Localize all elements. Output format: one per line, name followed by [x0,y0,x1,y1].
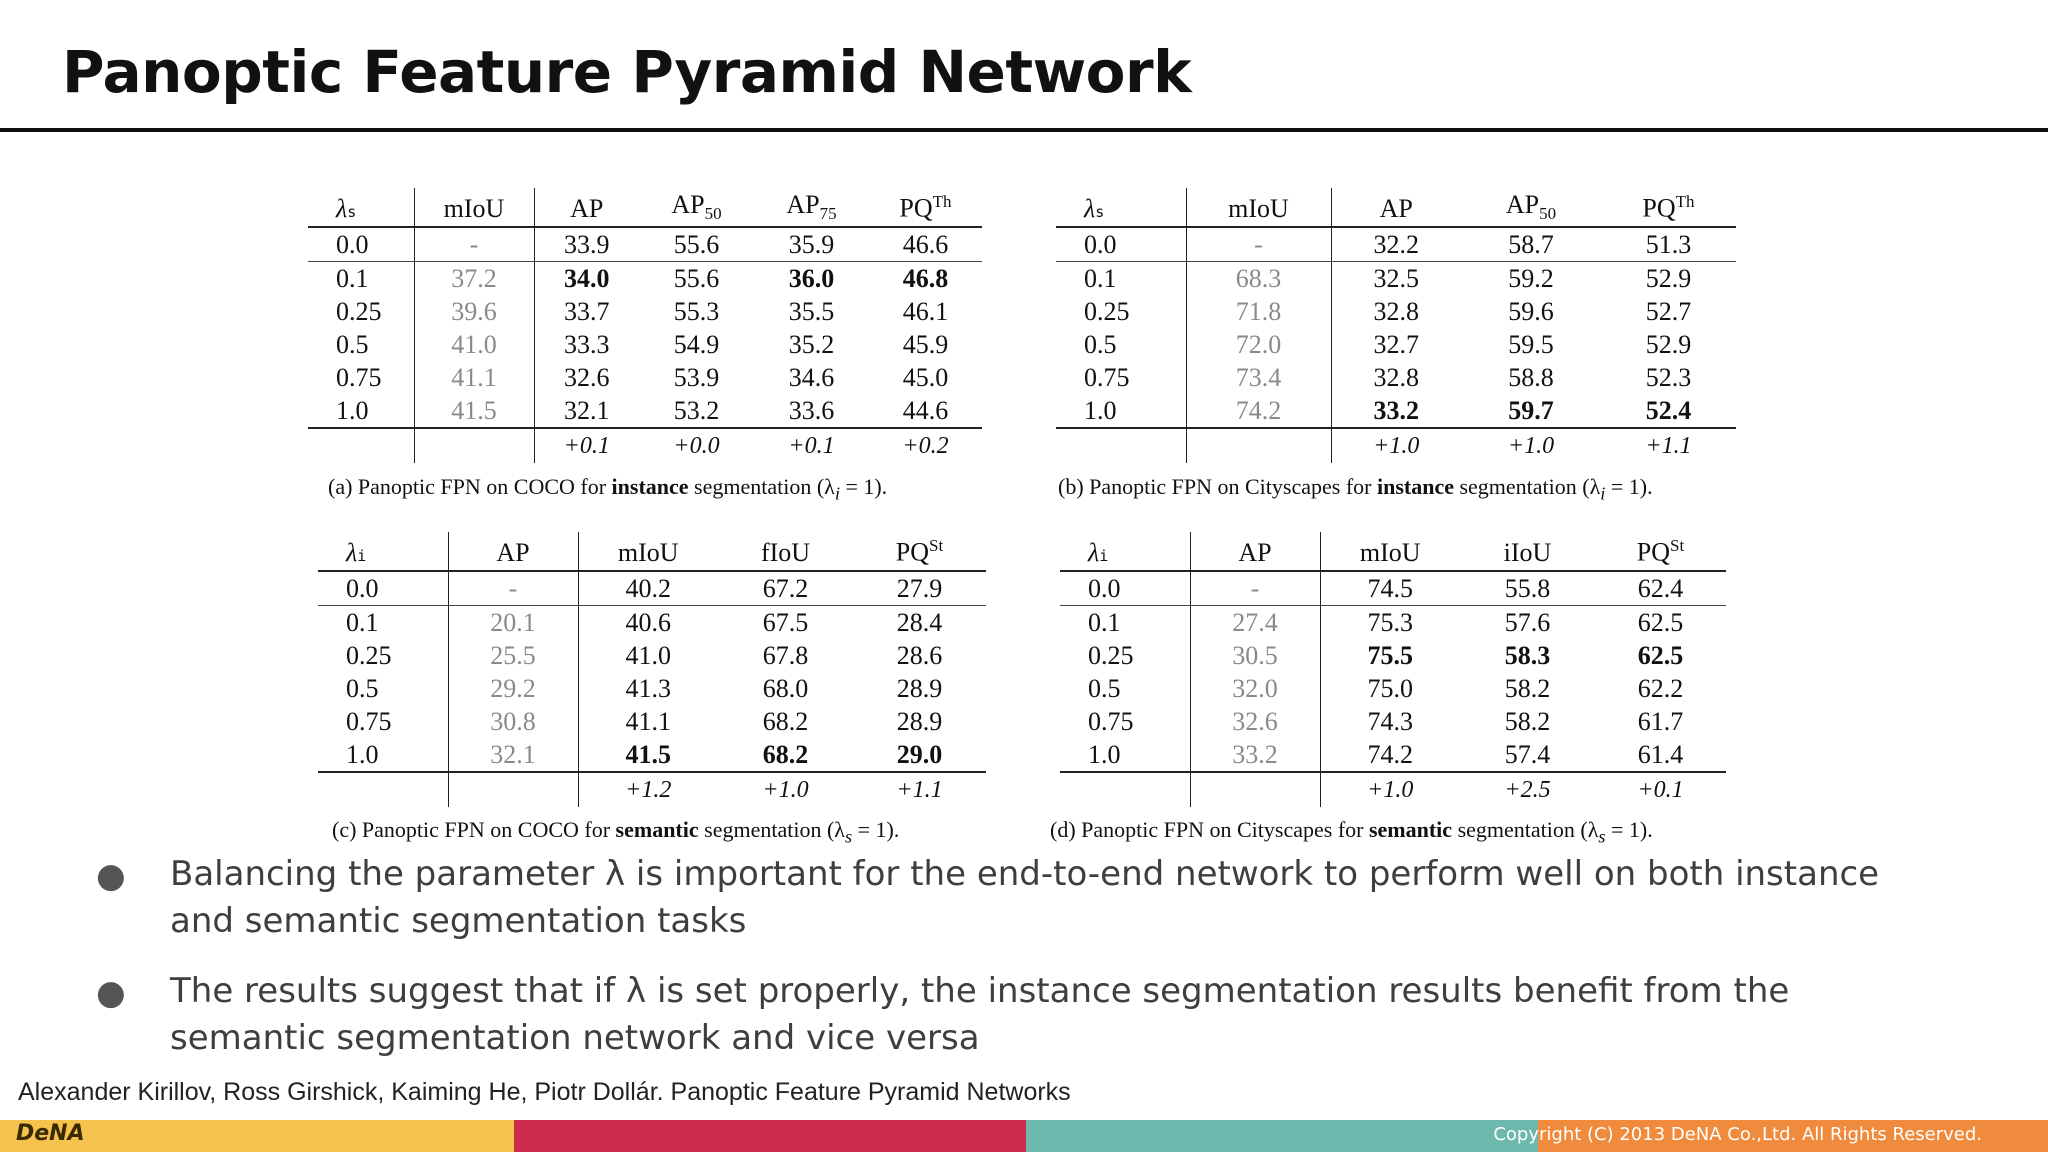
delta-row [318,772,986,807]
table-cell: +1.0 [1373,432,1420,459]
table-cell: 44.6 [869,394,982,428]
table-cell: 29.2 [448,672,578,705]
table-cell [1190,772,1320,807]
table-cell: 32.7 [1373,329,1419,359]
table-cell [308,428,414,463]
table-cell: 72.0 [1186,328,1331,361]
table-cell: 41.1 [625,706,671,736]
table-cell: 41.1 [414,361,534,394]
table-cell: 0.1 [318,606,448,640]
table-cell: +0.1 [563,432,610,459]
table-row [318,705,986,738]
table-cell: +0.1 [788,432,835,459]
bullet-marker: ● [96,973,126,1013]
table-cell: +0.0 [673,432,720,459]
table-cell: +2.5 [1504,776,1551,803]
table-cell: 32.6 [564,362,610,392]
table-cell: 52.3 [1645,362,1692,392]
table-row [1056,328,1736,361]
delta-row [1056,428,1736,463]
col-header: mIoU [578,532,718,571]
caption-c: (c) Panoptic FPN on COCO for semantic segmentation $(\lambda_s = 1)$. [332,817,900,847]
table-cell: 0.0 [1056,227,1186,262]
table-cell: 0.1 [308,262,414,296]
table-row [308,295,982,328]
table-cell: +0.2 [902,432,949,459]
table-row [1056,227,1736,262]
table-cell: 39.6 [414,295,534,328]
table-cell: 58.7 [1461,227,1601,262]
table-cell: 32.1 [534,394,639,428]
col-header: mIoU [414,188,534,227]
bullet-text: The results suggest that if λ is set properly, the instance segmentation results benefit from the semantic segmentation network and vice versa [170,971,1790,1058]
table-cell: 41.5 [414,394,534,428]
table-row [308,328,982,361]
table-cell: +1.1 [896,776,943,803]
title-divider [0,128,2048,132]
table-cell: 1.0 [1060,738,1190,772]
col-header: $AP_{50}$ [639,188,754,227]
lambda-s-header: λs [1056,188,1186,227]
table-cell: 33.2 [1331,394,1461,428]
table-cell: 0.5 [318,672,448,705]
col-header: $PQ^{St}$ [853,532,986,571]
table-cell: 1.0 [318,738,448,772]
col-header: AP [534,188,639,227]
table-row [1060,606,1726,640]
table-cell: 53.2 [639,394,754,428]
table-cell: +1.1 [1645,432,1692,459]
table-cell: 28.9 [896,673,943,703]
table-cell: 71.8 [1186,295,1331,328]
table-cell: 29.0 [853,738,986,772]
table-cell: 52.7 [1645,296,1692,326]
table-cell [1186,428,1331,463]
table-cell: 34.0 [564,263,610,293]
table-cell: 34.6 [788,362,835,392]
col-header: $AP_{50}$ [1461,188,1601,227]
table-row [308,394,982,428]
lambda-s-header: λs [308,188,414,227]
table-cell: 0.75 [1056,361,1186,394]
table-row [318,738,986,772]
table-cell: 51.3 [1601,227,1736,262]
footer-bar-teal [1026,1120,1538,1152]
table-row [1060,738,1726,772]
table-cell: 46.8 [902,263,949,293]
lambda-i-header: λi [1060,532,1190,571]
table-cell: 0.5 [1056,328,1186,361]
table-cell: 75.3 [1367,607,1413,637]
caption-a: (a) Panoptic FPN on COCO for instance segmentation $(\lambda_i = 1)$. [328,474,888,504]
table-cell: 55.8 [1460,571,1595,606]
table-cell: 41.3 [625,673,671,703]
table-cell: 68.2 [762,706,809,736]
table-cell: 74.5 [1320,571,1460,606]
table-cell: 0.75 [1060,705,1190,738]
table-row [1060,672,1726,705]
table-cell: 55.3 [673,296,720,326]
table-cell [448,772,578,807]
lambda-i-header: λi [318,532,448,571]
col-header: AP [448,532,578,571]
table-cell: 0.0 [318,571,448,606]
table-row [1060,639,1726,672]
table-row [318,606,986,640]
table-cell: 58.3 [1504,640,1551,670]
table-cell: 54.9 [673,329,720,359]
table-row [1060,571,1726,606]
table-cell: +1.0 [1367,776,1414,803]
col-header: $PQ^{Th}$ [1601,188,1736,227]
col-header: iIoU [1460,532,1595,571]
table-cell: 0.5 [1060,672,1190,705]
table-cell: 33.3 [564,329,610,359]
table-cell: 0.1 [1056,262,1186,296]
table-cell: 0.25 [1060,639,1190,672]
col-header: $PQ^{Th}$ [869,188,982,227]
table-cell: 73.4 [1186,361,1331,394]
table-cell: 0.25 [1056,295,1186,328]
dena-logo: DeNA [16,1121,85,1146]
caption-b: (b) Panoptic FPN on Cityscapes for instance segmentation $(\lambda_i = 1)$. [1058,474,1653,504]
table-row [318,672,986,705]
table-d [1060,532,1726,807]
table-cell: 0.1 [1060,606,1190,640]
table-cell: 68.2 [718,738,853,772]
table-cell: +1.2 [625,776,672,803]
table-cell: 62.5 [1637,607,1684,637]
table-cell: 74.3 [1367,706,1413,736]
table-cell: 59.5 [1508,329,1554,359]
table-cell: 45.0 [902,362,949,392]
table-cell: 35.9 [754,227,869,262]
table-cell: 52.9 [1645,329,1692,359]
table-row [318,639,986,672]
table-cell: 74.2 [1320,738,1460,772]
table-cell: 52.9 [1645,263,1692,293]
table-cell: 41.5 [578,738,718,772]
table-c [318,532,986,807]
table-cell: 61.4 [1595,738,1726,772]
col-header: AP [1190,532,1320,571]
col-header: mIoU [1186,188,1331,227]
table-cell: 46.6 [869,227,982,262]
table-cell: 25.5 [448,639,578,672]
table-cell: 0.25 [308,295,414,328]
table-cell: +1.0 [1507,432,1555,459]
table-cell: 41.0 [414,328,534,361]
table-cell: 58.2 [1504,673,1551,703]
table-a [308,188,982,463]
table-cell: 67.2 [718,571,853,606]
table-cell: 40.6 [625,607,671,637]
table-cell: 67.5 [762,607,809,637]
table-cell: 61.7 [1637,706,1684,736]
table-cell: 58.2 [1504,706,1551,736]
table-cell [414,428,534,463]
table-cell: 33.6 [754,394,869,428]
table-cell: 0.0 [308,227,414,262]
table-cell: 33.9 [534,227,639,262]
table-cell: 32.8 [1373,296,1419,326]
table-cell: 57.6 [1504,607,1551,637]
table-cell: 46.1 [902,296,949,326]
table-row [308,227,982,262]
col-header: fIoU [718,532,853,571]
table-cell: +1.0 [762,776,809,803]
table-cell: 0.75 [308,361,414,394]
table-cell: 28.4 [896,607,943,637]
table-cell: 28.6 [896,640,943,670]
bullet-text: Balancing the parameter λ is important for the end-to-end network to perform well on both instance and semantic segmentation tasks [170,854,1880,941]
table-cell [1060,772,1190,807]
table-cell: 45.9 [902,329,949,359]
table-row [1056,295,1736,328]
table-cell: 32.6 [1190,705,1320,738]
table-cell: 74.2 [1186,394,1331,428]
table-cell: 1.0 [308,394,414,428]
table-row [318,571,986,606]
col-header: $AP_{75}$ [754,188,869,227]
table-cell: 33.2 [1190,738,1320,772]
table-cell: 41.0 [625,640,671,670]
table-cell: 36.0 [788,263,835,293]
table-row [1056,262,1736,296]
table-cell: 68.3 [1186,262,1331,296]
table-cell: 33.7 [564,296,610,326]
table-cell: - [448,571,578,606]
table-cell: 32.5 [1373,263,1419,293]
table-cell: - [414,227,534,262]
table-cell: 59.7 [1461,394,1601,428]
table-cell: 55.6 [639,227,754,262]
table-cell: 20.1 [448,606,578,640]
table-cell: 35.2 [788,329,835,359]
table-cell: 75.0 [1367,673,1413,703]
table-cell: 68.0 [762,673,809,703]
table-cell: 27.9 [853,571,986,606]
table-cell: 67.8 [762,640,809,670]
table-row [1056,361,1736,394]
table-cell: 35.5 [788,296,835,326]
table-cell: 1.0 [1056,394,1186,428]
slide-title: Panoptic Feature Pyramid Network [62,38,1192,106]
table-cell: 27.4 [1190,606,1320,640]
table-cell: 52.4 [1601,394,1736,428]
table-cell: 30.5 [1190,639,1320,672]
table-cell: +0.1 [1637,776,1684,803]
col-header: AP [1331,188,1461,227]
table-cell: 30.8 [448,705,578,738]
table-cell: 32.8 [1373,362,1419,392]
table-cell [318,772,448,807]
table-b [1056,188,1736,463]
table-cell: 58.8 [1508,362,1554,392]
table-row [1056,394,1736,428]
table-cell: 53.9 [673,362,720,392]
table-cell: 62.2 [1637,673,1684,703]
footer-bar-red [514,1120,1026,1152]
table-cell: - [1190,571,1320,606]
table-cell: 0.25 [318,639,448,672]
table-cell: 32.2 [1331,227,1461,262]
col-header: $PQ^{St}$ [1595,532,1726,571]
table-cell: 40.2 [578,571,718,606]
table-cell: 55.6 [673,263,720,293]
table-cell: 57.4 [1460,738,1595,772]
table-cell: 0.0 [1060,571,1190,606]
table-cell: 75.5 [1367,640,1413,670]
table-row [1060,705,1726,738]
table-cell: 28.9 [896,706,943,736]
table-cell: 59.2 [1508,263,1554,293]
table-cell: 59.6 [1508,296,1554,326]
table-cell: 37.2 [414,262,534,296]
bullet-marker: ● [96,856,126,896]
table-row [308,262,982,296]
col-header: mIoU [1320,532,1460,571]
table-cell: 62.4 [1595,571,1726,606]
delta-row [308,428,982,463]
copyright-text: Copyright (C) 2013 DeNA Co.,Ltd. All Rights Reserved. [1493,1124,1982,1145]
table-cell [1056,428,1186,463]
table-row [308,361,982,394]
reference-citation: Alexander Kirillov, Ross Girshick, Kaiming He, Piotr Dollár. Panoptic Feature Pyramid Networks [18,1078,1071,1106]
caption-d: (d) Panoptic FPN on Cityscapes for semantic segmentation $(\lambda_s = 1)$. [1050,817,1653,847]
table-cell: 32.1 [448,738,578,772]
table-cell: 62.5 [1637,640,1684,670]
table-cell: 32.0 [1190,672,1320,705]
table-cell: - [1186,227,1331,262]
table-cell: 0.5 [308,328,414,361]
table-cell: 0.75 [318,705,448,738]
delta-row [1060,772,1726,807]
